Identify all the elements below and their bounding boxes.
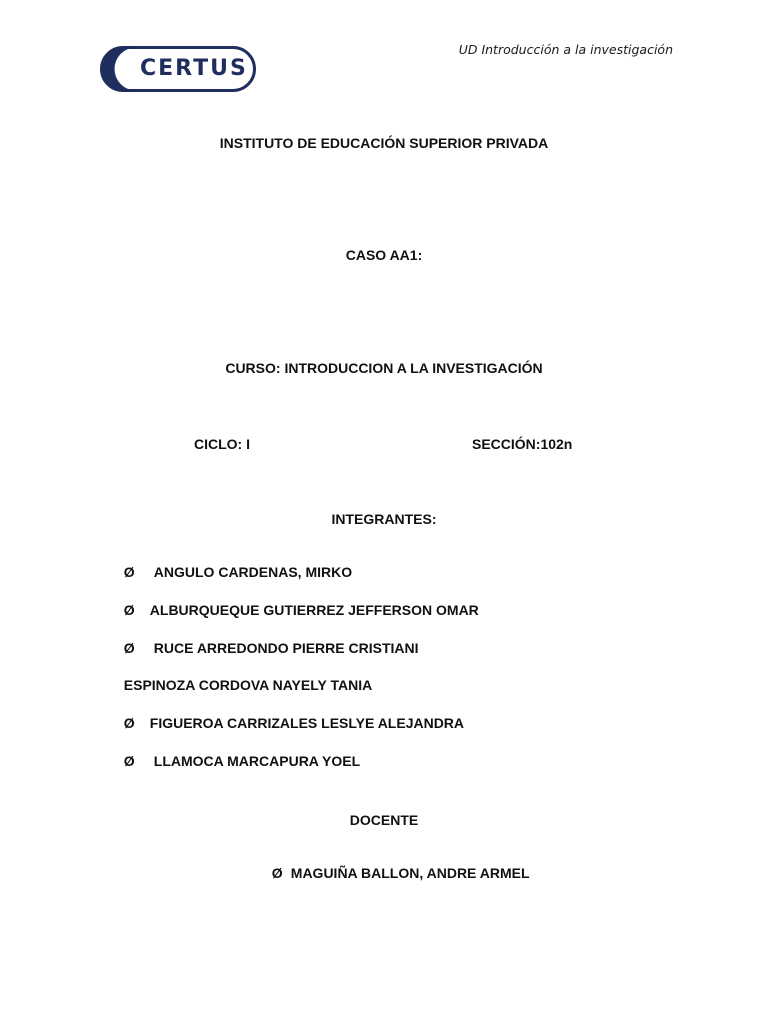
member-name: ESPINOZA CORDOVA NAYELY TANIA — [123, 677, 373, 693]
section-label: SECCIÓN:102n — [472, 436, 573, 452]
members-heading: INTEGRANTES: — [331, 511, 437, 527]
list-item — [116, 548, 352, 580]
logo-wordmark: CERTUS — [140, 56, 248, 81]
member-name: LLAMOCA MARCAPURA YOEL — [153, 753, 361, 769]
member-name: FIGUEROA CARRIZALES LESLYE ALEJANDRA — [149, 715, 465, 731]
course-title: CURSO: INTRODUCCION A LA INVESTIGACIÓN — [225, 360, 543, 376]
list-item — [116, 624, 419, 656]
case-title: CASO AA1: — [345, 247, 423, 263]
teacher-name: MAGUIÑA BALLON, ANDRE ARMEL — [290, 865, 530, 881]
bullet-icon: Ø — [123, 715, 135, 731]
list-item — [116, 661, 372, 693]
bullet-icon: Ø — [271, 865, 283, 881]
member-name: ANGULO CARDENAS, MIRKO — [153, 564, 353, 580]
bullet-icon: Ø — [123, 564, 135, 580]
institute-title: INSTITUTO DE EDUCACIÓN SUPERIOR PRIVADA — [219, 135, 549, 151]
bullet-icon: Ø — [123, 753, 135, 769]
member-name: RUCE ARREDONDO PIERRE CRISTIANI — [153, 640, 419, 656]
list-item — [116, 737, 360, 769]
list-item — [116, 699, 464, 731]
certus-logo — [100, 46, 256, 92]
header-course-note: UD Introducción a la investigación — [458, 42, 673, 57]
bullet-icon: Ø — [123, 640, 135, 656]
cycle-label: CICLO: I — [194, 436, 250, 452]
list-item — [116, 586, 479, 618]
teacher-item — [264, 849, 530, 881]
teacher-heading: DOCENTE — [349, 812, 419, 828]
bullet-icon: Ø — [123, 602, 135, 618]
member-name: ALBURQUEQUE GUTIERREZ JEFFERSON OMAR — [149, 602, 479, 618]
